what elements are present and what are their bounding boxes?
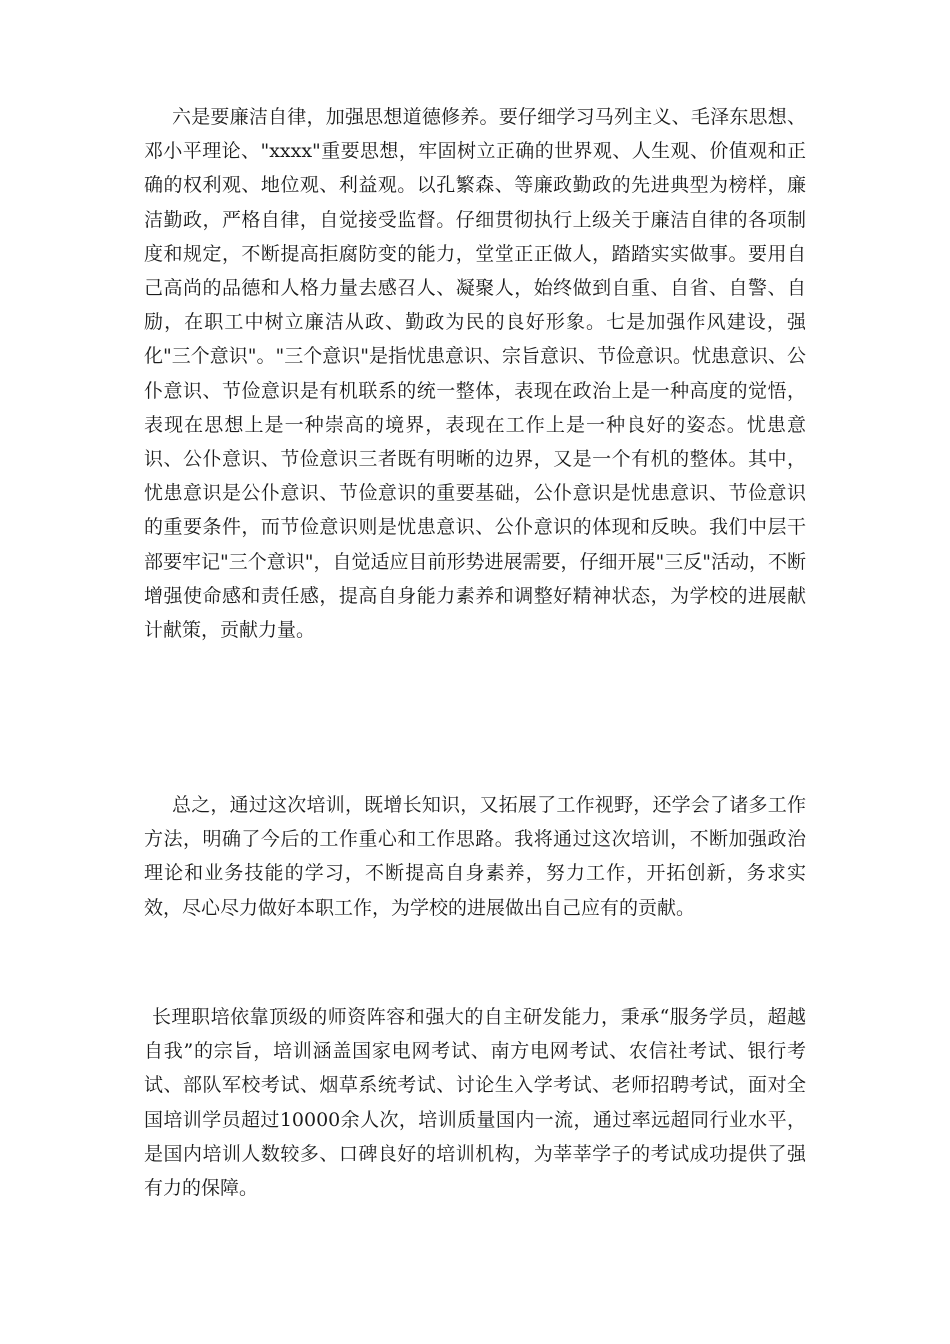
paragraph-conclusion: 总之，通过这次培训，既增长知识，又拓展了工作视野，还学会了诸多工作方法，明确了今后的工作重心和工作思路。我将通过这次培训，不断加强政治理论和业务技能的学习，不断提高自身素养，努力工作，开拓创新，务求实效，尽心尽力做好本职工作，为学校的进展做出自己应有的贡献。 xyxy=(144,794,806,919)
paragraph-institution-intro: 长理职培依靠顶级的师资阵容和强大的自主研发能力，秉承“服务学员，超越自我”的宗旨，培训涵盖国家电网考试、南方电网考试、农信社考试、银行考试、部队军校考试、烟草系统考试、讨论生入学考试、老师招聘考试，面对全国培训学员超过10000余人次，培训质量国内一流，通过率远超同行业水平，是国内培训人数较多、口碑良好的培训机构，为莘莘学子的考试成功提供了强有力的保障。 xyxy=(144,1006,806,1200)
paragraph-self-discipline: 六是要廉洁自律，加强思想道德修养。要仔细学习马列主义、毛泽东思想、邓小平理论、"xxxx"重要思想，牢固树立正确的世界观、人生观、价值观和正确的权利观、地位观、利益观。以孔繁森、等廉政勤政的先进典型为榜样，廉洁勤政，严格自律，自觉接受监督。仔细贯彻执行上级关于廉洁自律的各项制度和规定，不断提高拒腐防变的能力，堂堂正正做人，踏踏实实做事。要用自己高尚的品德和人格力量去感召人、凝聚人，始终做到自重、自省、自警、自励，在职工中树立廉洁从政、勤政为民的良好形象。七是加强作风建设，强化"三个意识"。"三个意识"是指忧患意识、宗旨意识、节俭意识。忧患意识、公仆意识、节俭意识是有机联系的统一整体，表现在政治上是一种高度的觉悟，表现在思想上是一种崇高的境界，表现在工作上是一种良好的姿态。忧患意识、公仆意识、节俭意识三者既有明晰的边界，又是一个有机的整体。其中，忧患意识是公仆意识、节俭意识的重要基础，公仆意识是忧患意识、节俭意识的重要条件，而节俭意识则是忧患意识、公仆意识的体现和反映。我们中层干部要牢记"三个意识"，自觉适应目前形势进展需要，仔细开展"三反"活动，不断增强使命感和责任感，提高自身能力素养和调整好精神状态，为学校的进展献计献策，贡献力量。 xyxy=(144,106,806,642)
